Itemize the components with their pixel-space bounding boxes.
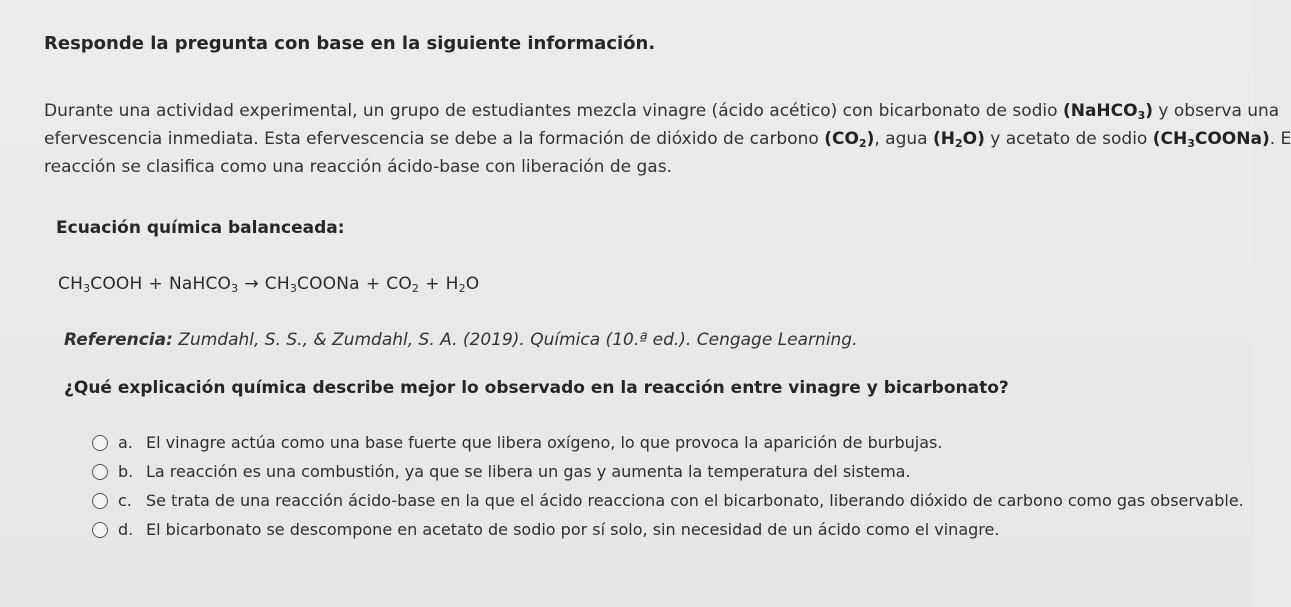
radio-button-c[interactable]	[92, 493, 108, 509]
option-letter: c.	[118, 491, 132, 510]
option-letter: d.	[118, 520, 134, 539]
option-text: El vinagre actúa como una base fuerte que libera oxígeno, lo que provoca la aparición de burbujas.	[146, 433, 943, 452]
reaction-arrow-icon: →	[244, 274, 259, 294]
plus-sign: +	[425, 274, 440, 294]
formula-co2: $(CO_2)$	[824, 129, 875, 150]
option-text: El bicarbonato se descompone en acetato de sodio por sí solo, sin necesidad de un ácido como el vinagre.	[146, 520, 1000, 539]
question-text: ¿Qué explicación química describe mejor lo observado en la reacción entre vinagre y bicarbonato?	[64, 378, 1009, 398]
radio-button-a[interactable]	[92, 435, 108, 451]
equation-title: Ecuación química balanceada:	[56, 218, 345, 238]
formula-nahco3: (NaHCO$_3$)	[1062, 101, 1154, 122]
context-line-2	[44, 125, 1291, 153]
context-line-1	[44, 97, 1280, 125]
context-text: , agua	[874, 129, 933, 149]
product-sodium-acetate: $CH_3COONa$	[264, 274, 360, 295]
reactant-acetic-acid: $CH_3COOH$	[58, 274, 143, 295]
radio-button-b[interactable]	[92, 464, 108, 480]
chemical-equation	[58, 274, 479, 294]
option-letter: b.	[118, 462, 134, 481]
context-text: Durante una actividad experimental, un grupo de estudiantes mezcla vinagre (ácido acético) con bicarbonato de sodio	[44, 101, 1063, 121]
plus-sign: +	[148, 274, 163, 294]
context-text: y acetato de sodio	[984, 129, 1153, 149]
instruction-heading: Responde la pregunta con base en la siguiente información.	[44, 33, 656, 54]
option-b[interactable]	[92, 457, 1252, 486]
context-text: y observa una	[1153, 101, 1280, 121]
option-d[interactable]	[92, 515, 1252, 544]
product-water: $H_2O$	[445, 274, 480, 295]
reference-citation	[64, 330, 858, 350]
formula-ch3coona: $(CH_3COONa)$	[1152, 129, 1270, 150]
answer-options	[92, 428, 1252, 544]
context-text: . E	[1269, 129, 1291, 149]
reference-label: Referencia:	[64, 330, 173, 350]
plus-sign: +	[365, 274, 381, 294]
option-a[interactable]	[92, 428, 1252, 457]
reference-text: Zumdahl, S. S., & Zumdahl, S. A. (2019). Química (10.ª ed.). Cengage Learning.	[172, 330, 858, 350]
option-text: La reacción es una combustión, ya que se libera un gas y aumenta la temperatura del sistema.	[146, 462, 911, 481]
product-co2: $CO_2$	[386, 274, 420, 295]
option-c[interactable]	[92, 486, 1252, 515]
context-paragraph	[44, 97, 1291, 181]
formula-h2o: $(H_2O)$	[932, 129, 985, 150]
context-text: efervescencia inmediata. Esta efervescencia se debe a la formación de dióxido de carbono	[44, 129, 825, 149]
option-text: Se trata de una reacción ácido-base en la que el ácido reacciona con el bicarbonato, liberando dióxido de carbono como gas observable.	[146, 491, 1244, 510]
reactant-bicarbonate: NaHCO$_3$	[168, 274, 239, 295]
context-line-3: reacción se clasifica como una reacción ácido-base con liberación de gas.	[44, 157, 672, 177]
radio-button-d[interactable]	[92, 522, 108, 538]
option-letter: a.	[118, 433, 133, 452]
